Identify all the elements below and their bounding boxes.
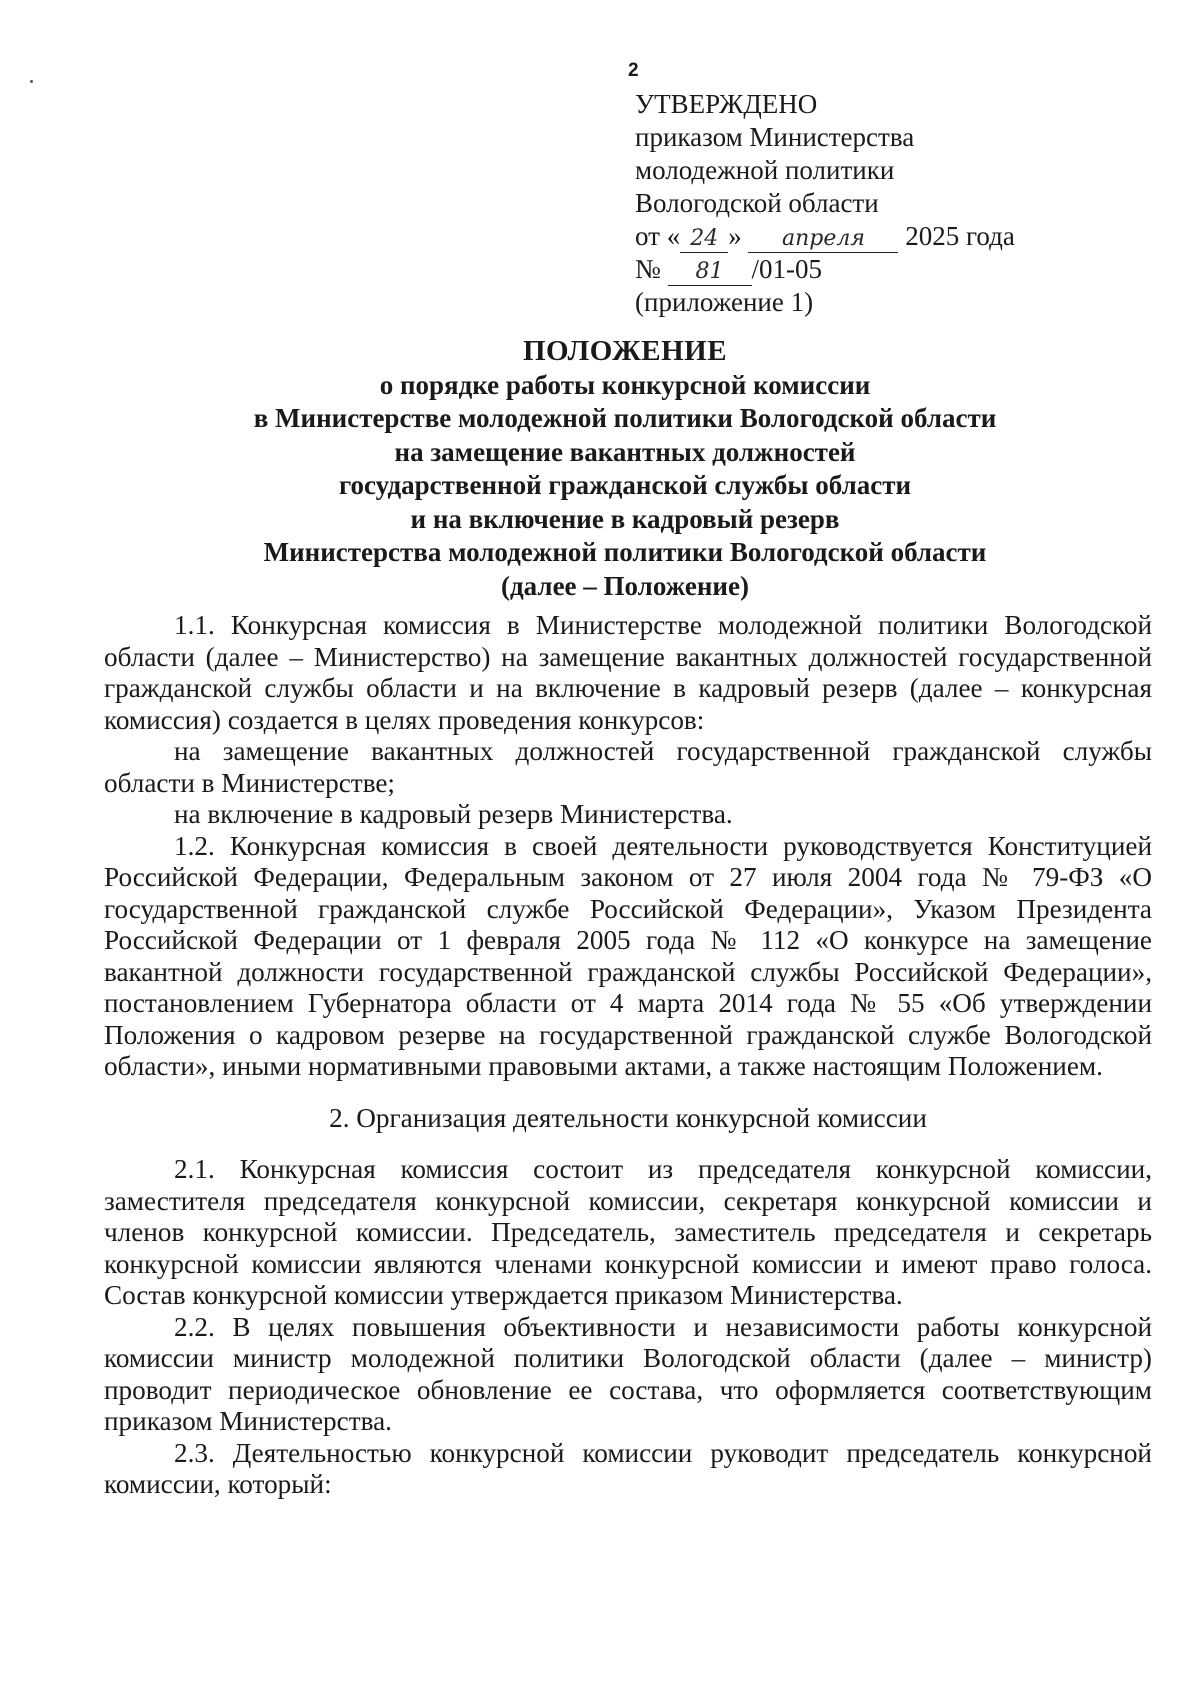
approval-line: Вологодской области (635, 188, 879, 218)
title-line: на замещение вакантных должностей (394, 436, 856, 467)
date-prefix: от « (635, 221, 681, 251)
approval-number-line (635, 253, 1015, 286)
approval-line: приказом Министерства (635, 122, 915, 152)
paragraph-2-2: 2.2. В целях повышения объективности и независимости работы конкурсной комиссии министр молодежной политики Вологодской области (далее – министр) проводит периодическое обновление ее состава, что оформляется соответствующим приказом Министерства. (104, 1311, 1152, 1436)
number-suffix: /01-05 (751, 254, 823, 284)
page-number: 2 (628, 60, 639, 81)
approval-line: молодежной политики (635, 155, 895, 185)
paragraph-2-3: 2.3. Деятельностью конкурсной комиссии руководит председатель конкурсной комиссии, который: (104, 1437, 1152, 1499)
date-year: 2025 года (905, 221, 1015, 251)
document-title (100, 335, 1150, 603)
title-line: Министерства молодежной политики Вологодской области (263, 537, 987, 567)
handwritten-number: 81 (668, 259, 752, 286)
paragraph-1-1: 1.1. Конкурсная комиссия в Министерстве молодежной политики Вологодской области (далее – Министерство) на замещение вакантных должностей государственной гражданской службы области и на включение в кадровый резерв (далее – конкурсная комиссия) создается в целях проведения конкурсов: (104, 610, 1152, 735)
title-line: (далее – Положение) (501, 570, 749, 601)
scan-speck (30, 80, 33, 83)
number-prefix: № (635, 254, 661, 284)
title-line: в Министерстве молодежной политики Вологодской области (253, 403, 997, 433)
title-line: о порядке работы конкурсной комиссии (379, 369, 871, 400)
paragraph-1-2: 1.2. Конкурсная комиссия в своей деятельности руководствуется Конституцией Российской Федерации, Федеральным законом от 27 июля 2004 года № 79-ФЗ «О государственной гражданской службе Российской Федерации», Указом Президента Российской Федерации от 1 февраля 2005 года № 112 «О конкурсе на замещение вакантной должности государственной гражданской службы Российской Федерации», постановлением Губернатора области от 4 марта 2014 года № 55 «Об утверждении Положения о кадровом резерве на государственной гражданской службе Вологодской области», иными нормативными правовыми актами, а также настоящим Положением. (104, 830, 1152, 1081)
document-body (104, 610, 1152, 1501)
approval-appendix: (приложение 1) (635, 287, 814, 317)
approval-stamp-block (635, 88, 1015, 319)
paragraph-1-1-item: на включение в кадровый резерв Министерства. (174, 799, 733, 829)
handwritten-month: апреля (748, 226, 898, 253)
approval-line: УТВЕРЖДЕНО (635, 89, 818, 119)
title-line: государственной гражданской службы области (338, 470, 912, 500)
section-heading-2: 2. Организация деятельности конкурсной комиссии (329, 1102, 927, 1133)
paragraph-2-1: 2.1. Конкурсная комиссия состоит из председателя конкурсной комиссии, заместителя председателя конкурсной комиссии, секретаря конкурсной комиссии и членов конкурсной комиссии. Председатель, заместитель председателя и секретарь конкурсной комиссии являются членами конкурсной комиссии и имеют право голоса. Состав конкурсной комиссии утверждается приказом Министерства. (104, 1154, 1152, 1310)
date-mid: » (728, 221, 742, 251)
paragraph-1-1-item: на замещение вакантных должностей государственной гражданской службы области в Министерстве; (104, 736, 1152, 798)
approval-date-line (635, 220, 1015, 253)
title-line: и на включение в кадровый резерв (410, 503, 840, 534)
handwritten-day: 24 (680, 226, 728, 253)
title-line: ПОЛОЖЕНИЕ (522, 335, 728, 367)
